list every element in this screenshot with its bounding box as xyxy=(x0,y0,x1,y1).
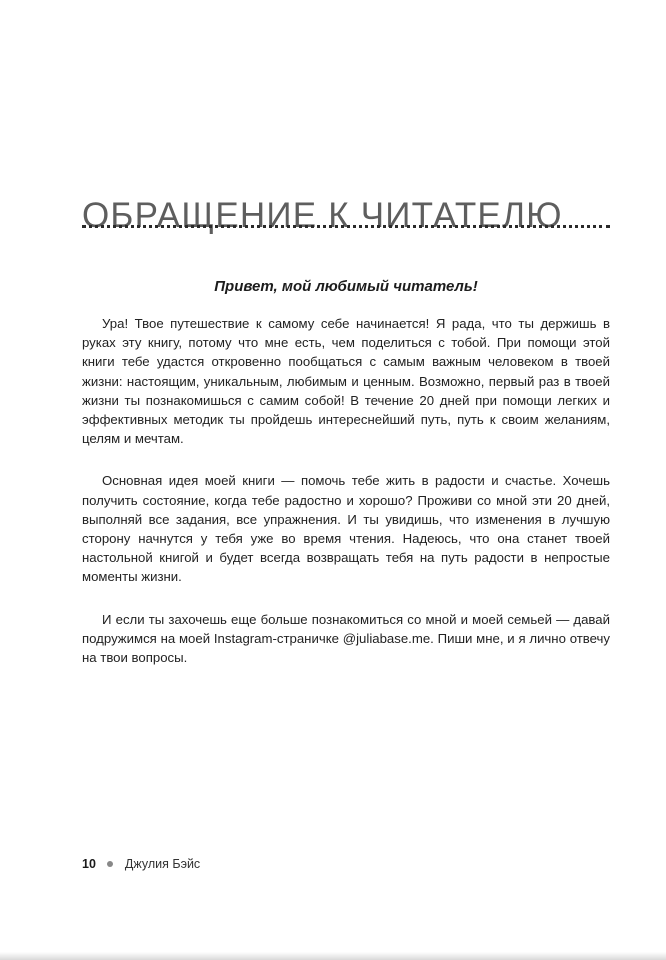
page-footer xyxy=(82,855,200,873)
paragraph-main-idea: Основная идея моей книги — помочь тебе жить в радости и счастье. Хочешь получить состояние, когда тебе радостно и хорошо? Проживи со мной эти 20 дней, выполняй все задания, все упражнения. И ты увидишь, что изменения в лучшую сторону начнутся у тебя уже во время чтения. Надеюсь, что она станет твоей настольной книгой и будет всегда возвращать тебя на путь радости в непростые моменты жизни. xyxy=(82,473,610,585)
chapter-title: ОБРАЩЕНИЕ К ЧИТАТЕЛЮ xyxy=(82,196,563,236)
body-text xyxy=(82,314,610,690)
bullet-dot-icon xyxy=(107,861,113,867)
paragraph-contact: И если ты захочешь еще больше познакомиться со мной и моей семьей — давай подружимся на моей Instagram-страничке @juliabase.me. Пиши мне, и я лично отвечу на твои вопросы. xyxy=(82,611,610,666)
page-edge-shadow xyxy=(0,952,666,960)
dotted-divider xyxy=(82,225,610,228)
page-number: 10 xyxy=(82,857,96,871)
author-name: Джулия Бэйс xyxy=(124,857,201,871)
greeting-heading: Привет, мой любимый читатель! xyxy=(214,278,478,295)
paragraph-intro: Ура! Твое путешествие к самому себе начинается! Я рада, что ты держишь в руках эту книгу, потому что мне есть, чем поделиться с тобой. При помощи этой книги тебе удастся откровенно пообщаться с самым важным человеком в твоей жизни: настоящим, уникальным, любимым и ценным. Возможно, первый раз в твоей жизни ты познакомишься с самим собой! В течение 20 дней при помощи легких и эффективных методик ты пройдешь интереснейший путь, путь к своим желаниям, целям и мечтам. xyxy=(82,316,610,447)
